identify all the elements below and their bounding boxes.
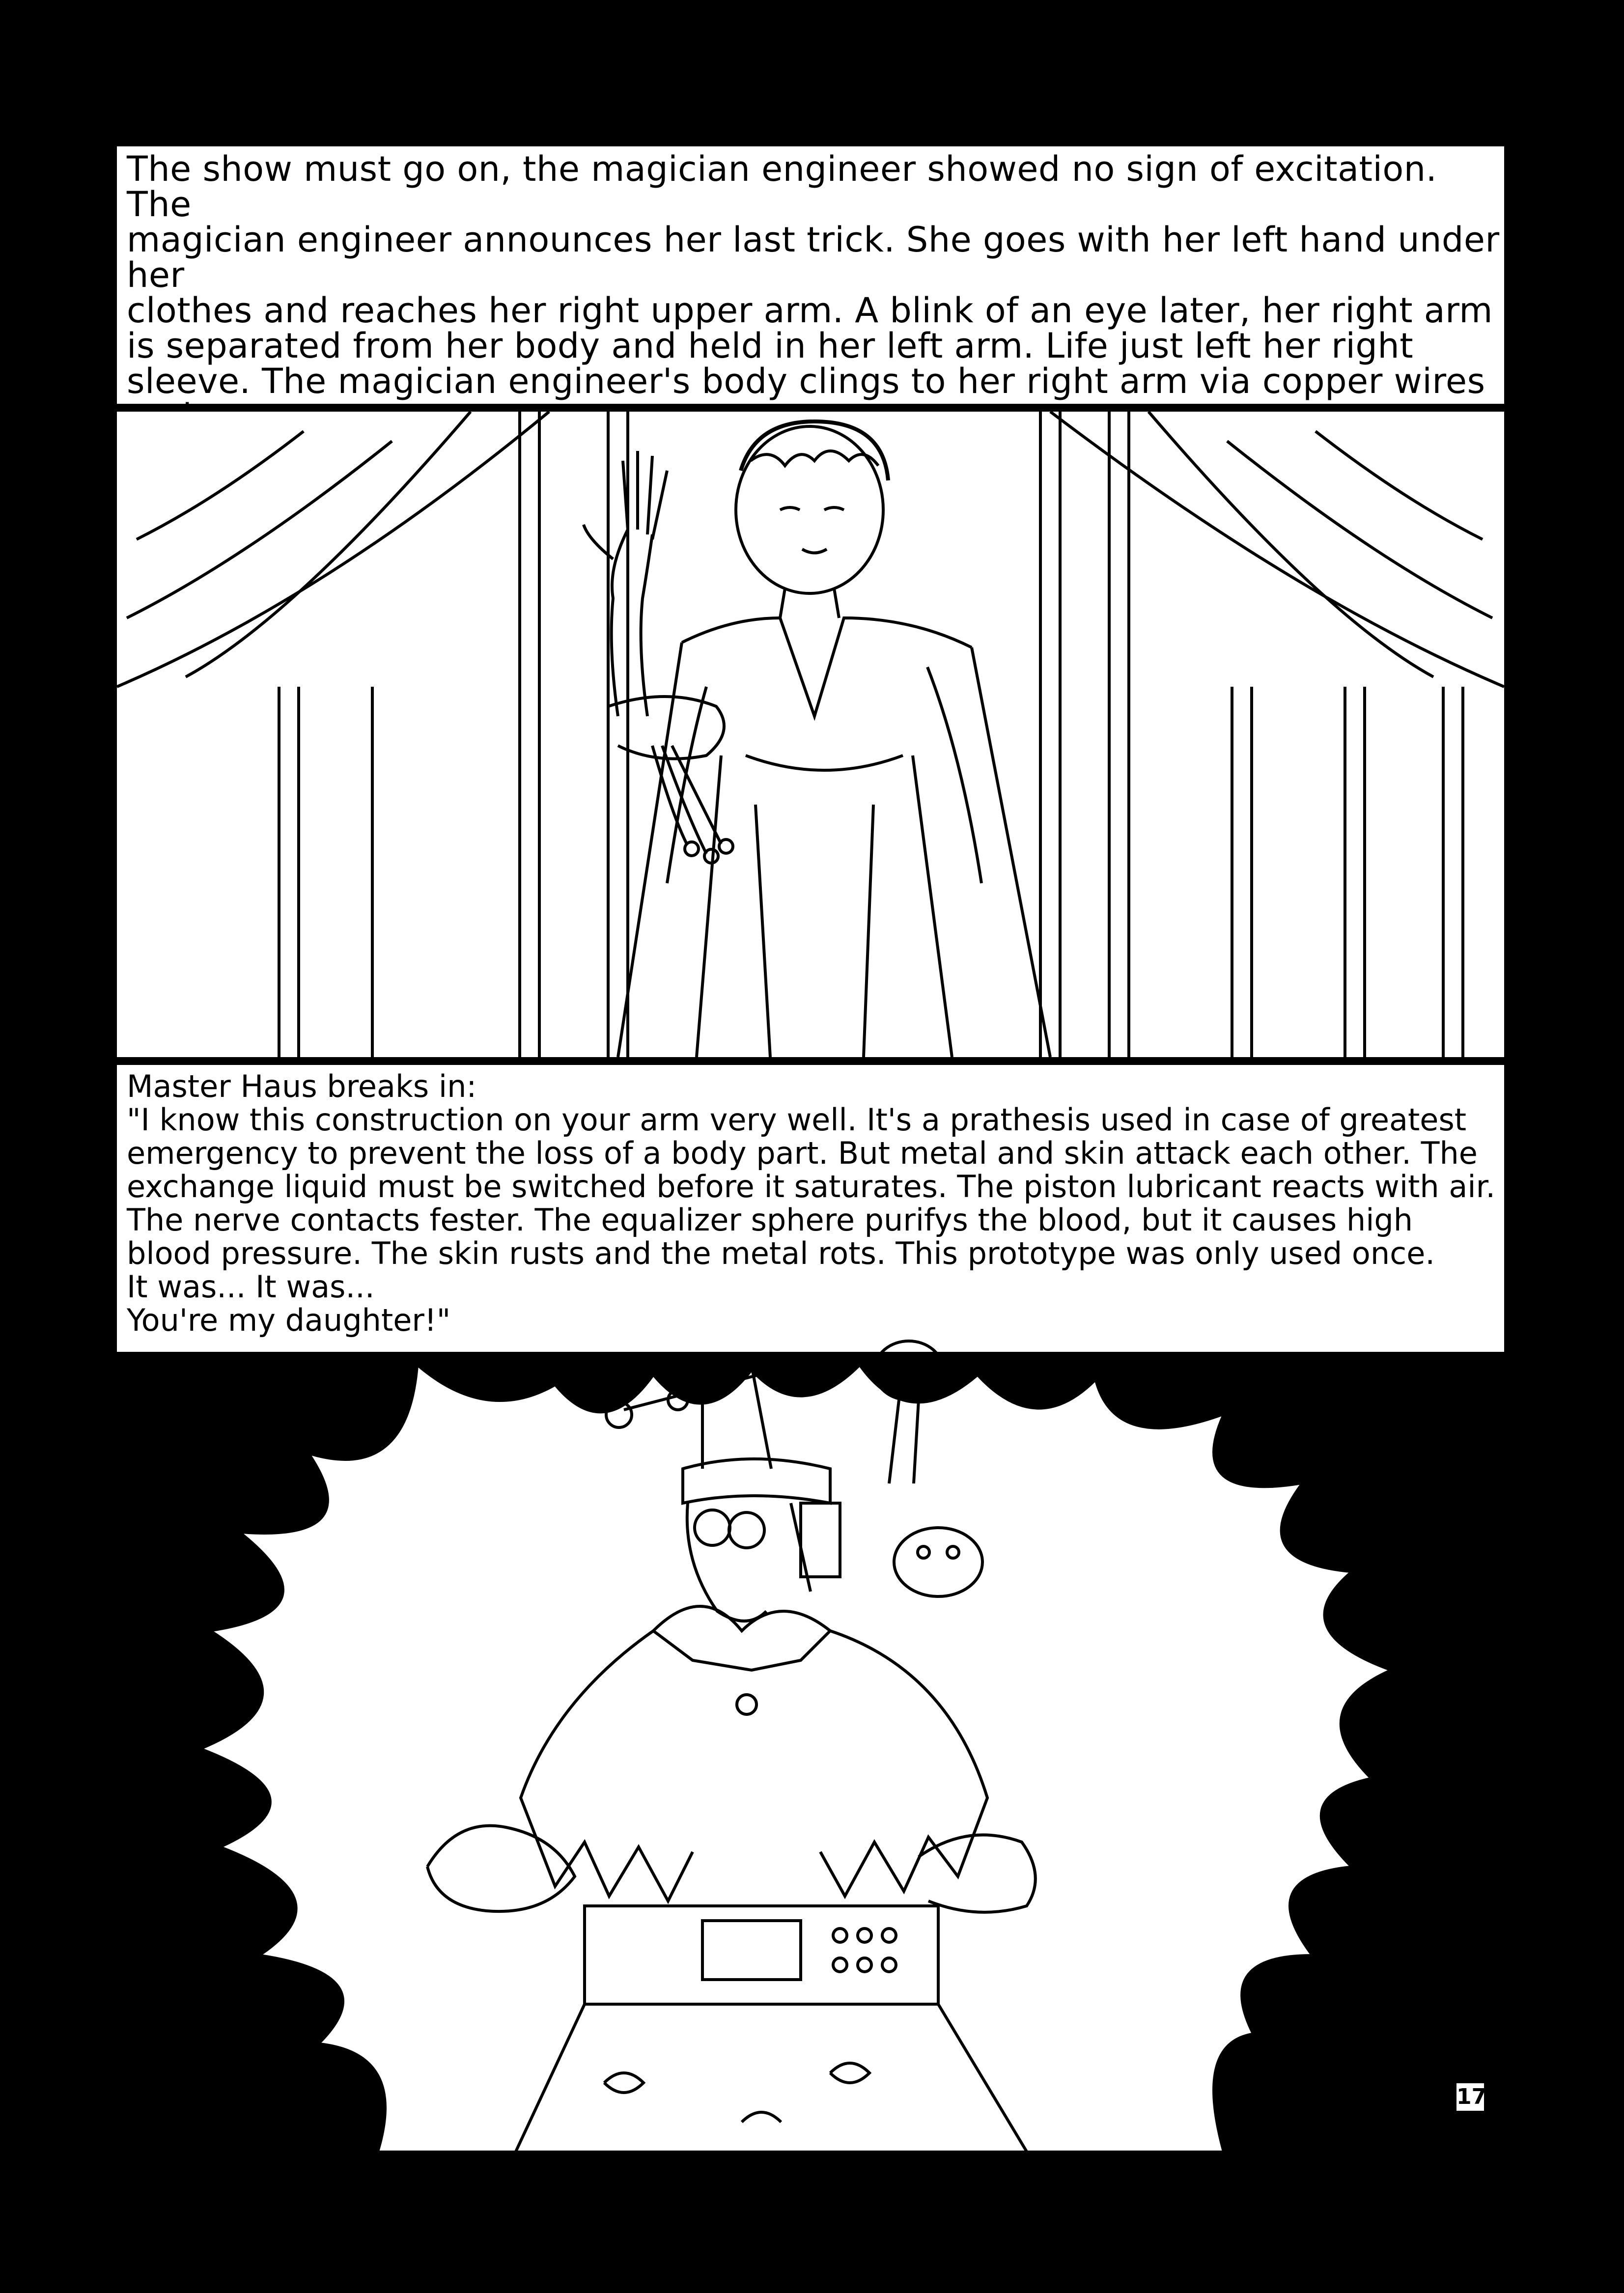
shock-burst xyxy=(201,1366,1390,2152)
narration-caption-text: The show must go on, the magician engineer showed no sign of excitation. The magician engineer announces her last trick. She goes with her left hand under her clothes and reaches her right upper arm. A blink of an eye later, her right arm is separated from her body and held in her left arm. Life just left her right sleeve. The magician engineer's body clings to her right arm via copper wires xyxy=(127,149,1500,401)
master-haus-illustration-panel xyxy=(113,1356,1508,2152)
page-number: 17 xyxy=(1454,2081,1486,2113)
narration-caption-box xyxy=(113,142,1508,408)
dialogue-caption-text: Master Haus breaks in: "I know this construction on your arm very well. It's a prathesis used in case of greatest emergency to prevent the loss of a body part. But metal and skin attack each other. The exchange liquid must be switched before it saturates. The piston lubricant reacts with air. The nerve contacts fester. The equalizer sphere purifys the blood, but it causes high blood pressure. The skin rusts and the metal rots. This prototype was only used once. It was... It was... You're my daughter!" xyxy=(127,1068,1496,1338)
stage-illustration xyxy=(117,412,1504,1057)
master-haus-illustration xyxy=(113,1356,1508,2152)
dialogue-caption-box xyxy=(113,1061,1508,1356)
stage-illustration-panel xyxy=(113,408,1508,1061)
